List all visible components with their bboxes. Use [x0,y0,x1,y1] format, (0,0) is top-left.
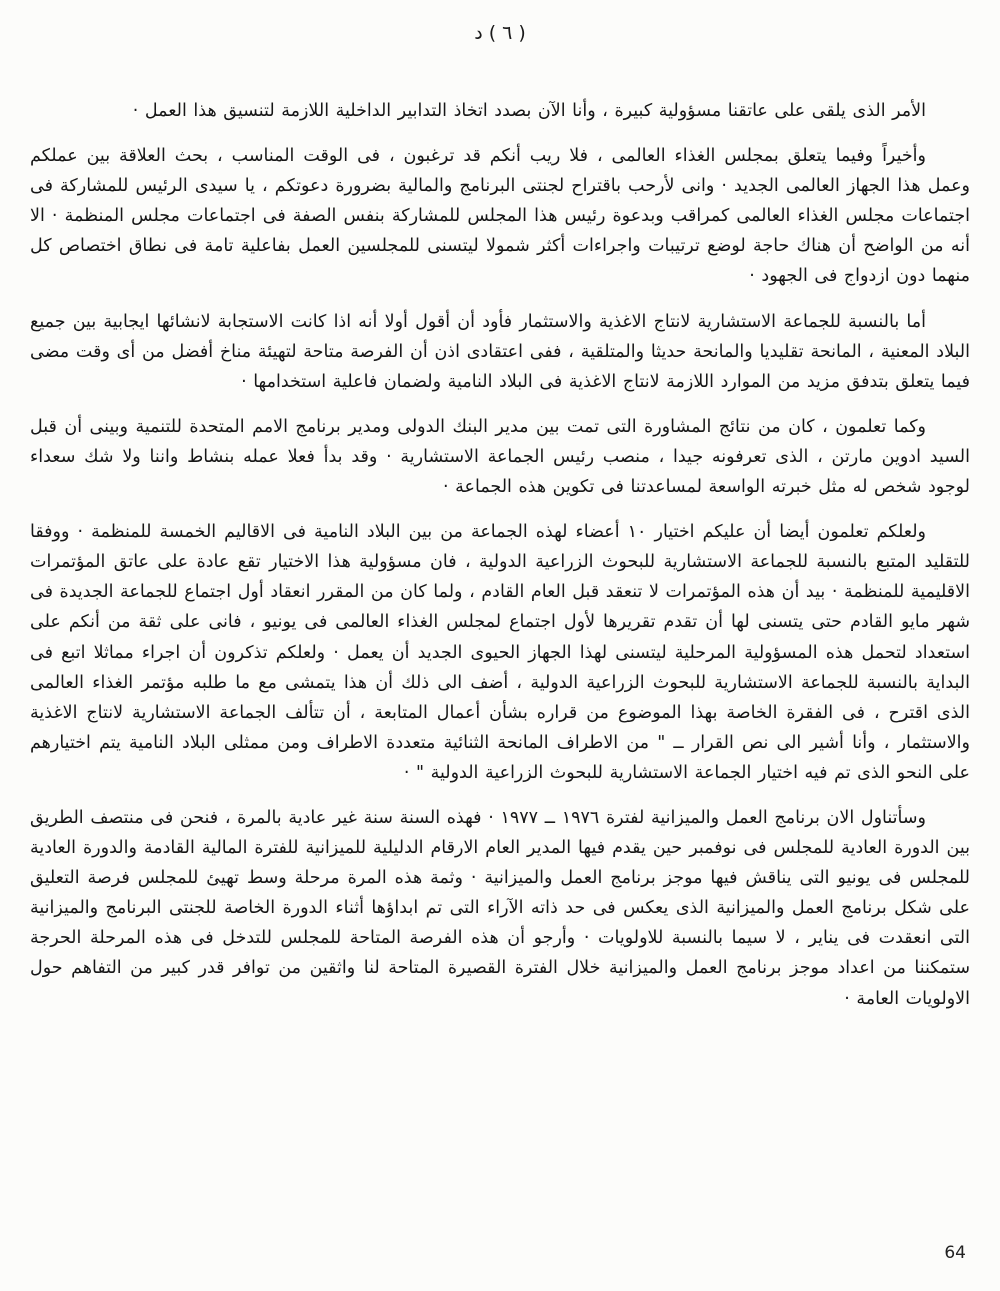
paragraph-4: وكما تعلمون ، كان من نتائج المشاورة التى تمت بين مدير البنك الدولى ومدير برنامج الامم المتحدة للتنمية وبينى أن قبل السيد ادوين مارتن ، الذى تعرفونه جيدا ، منصب رئيس الجماعة الاستشارية · وقد بدأ فعلا عمله بنشاط واننا ولا شك سعداء لوجود شخص له مثل خبرته الواسعة لمساعدتنا فى تكوين هذه الجماعة · [30,416,970,498]
document-body [30,96,970,1014]
page-footer [944,1243,966,1263]
page-header [30,16,970,44]
paragraph-3: أما بالنسبة للجماعة الاستشارية لانتاج الاغذية والاستثمار فأود أن أقول أولا أنه اذا كانت الاستجابة لانشائها ايجابية بين جميع البلاد المعنية ، المانحة تقليديا والمانحة حديثا والمتلقية ، ففى اعتقادى اذن أن الفرصة متاحة لتهيئة مناخ أفضل من أى وقت مضى فيما يتعلق بتدفق مزيد من الموارد اللازمة لانتاج الاغذية فى البلاد النامية ولضمان فاعلية استخدامها · [30,311,970,392]
paragraph-2: وأخيراً وفيما يتعلق بمجلس الغذاء العالمى ، فلا ريب أنكم قد ترغبون ، فى الوقت المناسب ، بحث العلاقة بين عملكم وعمل هذا الجهاز العالمى الجديد · وانى لأرحب باقتراح لجنتى البرنامج والمالية بضرورة دعوتكم ، يا سيدى الرئيس للمشاركة فى اجتماعات مجلس الغذاء العالمى كمراقب وبدعوة رئيس هذا المجلس للمشاركة بنفس الصفة فى اجتماعات مجلس المنظمة · الا أنه من الواضح أن هناك حاجة لوضع ترتيبات واجراءات أكثر شمولا ليتسنى للمجلسين العمل بفاعلية تامة فى نطاق اختصاص كل منهما دون ازدواج فى الجهود · [30,146,970,287]
paragraph-5: ولعلكم تعلمون أيضا أن عليكم اختيار ١٠ أعضاء لهذه الجماعة من بين البلاد النامية فى الاقاليم الخمسة للمنظمة · ووفقا للتقليد المتبع بالنسبة للجماعة الاستشارية للبحوث الزراعية الدولية ، فان مسؤولية هذا الاختيار تقع عادة على عاتق المؤتمرات الاقليمية للمنظمة · بيد أن هذه المؤتمرات لا تنعقد قبل العام القادم ، ولما كان من المقرر انعقاد أول اجتماع للجماعة الجديدة فى شهر مايو القادم حتى يتسنى لها أن تقدم تقريرها لأول اجتماع لمجلس الغذاء العالمى فى يونيو ، فانى على ثقة من أنكم على استعداد لتحمل هذه المسؤولية المرحلية ليتسنى لهذا الجهاز الحيوى الجديد أن يعمل · ولعلكم تذكرون أن اجراء مماثلا اتبع فى البداية بالنسبة للجماعة الاستشارية للبحوث الزراعية الدولية ، أضف الى ذلك أن هذا يتمشى مع ما طلبه مؤتمر الغذاء العالمى الذى اقترح ، فى الفقرة الخاصة بهذا الموضوع من قراره بشأن أعمال المتابعة ، أن تتألف الجماعة الاستشارية لانتاج الاغذية والاستثمار ، وأنا أشير الى نص القرار ــ " من الاطراف المانحة الثنائية متعددة الاطراف ومن ممثلى البلاد النامية يتم اختيارهم على النحو الذى تم فيه اختيار الجماعة الاستشارية للبحوث الزراعية الدولية " · [30,522,970,783]
page-number: 64 [944,1243,966,1263]
paragraph-1: الأمر الذى يلقى على عاتقنا مسؤولية كبيرة ، وأنا الآن بصدد اتخاذ التدابير الداخلية اللازمة لتنسيق هذا العمل · [132,101,926,121]
section-page-marker: د ( ٦ ) [474,22,526,44]
paragraph-6: وسأتناول الان برنامج العمل والميزانية لفترة ١٩٧٦ ــ ١٩٧٧ · فهذه السنة سنة غير عادية بالمرة ، فنحن فى منتصف الطريق بين الدورة العادية للمجلس فى نوفمبر حين يقدم فيها المدير العام الارقام الدليلية للميزانية للفترة المالية القادمة والدورة العادية للمجلس فى يونيو التى يناقش فيها موجز برنامج العمل والميزانية · وثمة هذه المرة مرحلة وسط تهيئ للمجلس فرصة التعليق على شكل برنامج العمل والميزانية الذى يعكس فى حد ذاته الآراء التى تم ابداؤها أثناء الدورة الخاصة للجنتى البرنامج والميزانية التى انعقدت فى يناير ، لا سيما بالنسبة للاولويات · وأرجو أن هذه الفرصة المتاحة للمجلس للتدخل فى هذه المرحلة الحرجة ستمكننا من اعداد موجز برنامج العمل والميزانية خلال الفترة القصيرة المتاحة لنا واثقين من توافر قدر كبير من التفاهم حول الاولويات العامة · [30,807,970,1009]
